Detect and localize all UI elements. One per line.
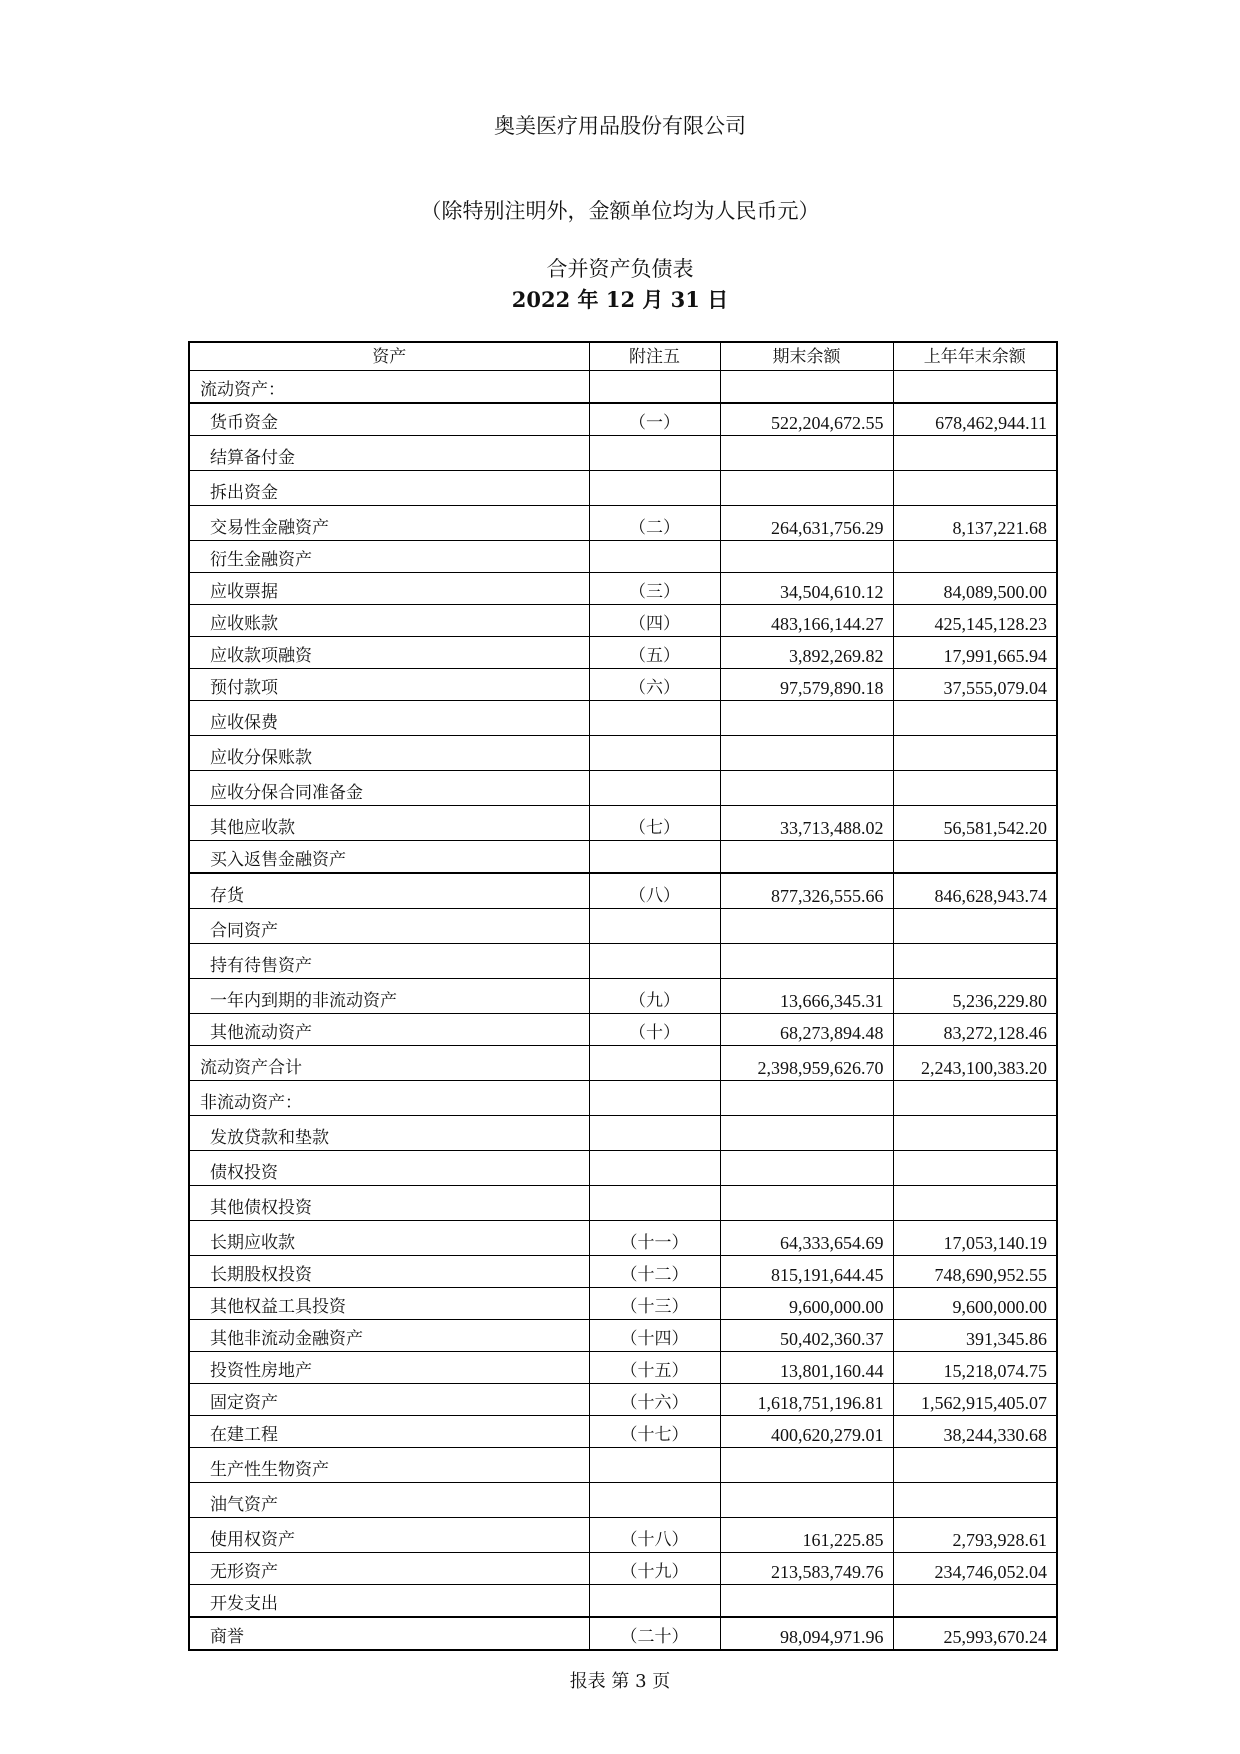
row-end-balance: 877,326,555.66 (720, 873, 893, 909)
row-label: 商誉 (189, 1617, 589, 1650)
unit-note: （除特别注明外，金额单位均为人民币元） (420, 199, 820, 223)
row-note: （十一） (589, 1221, 720, 1256)
row-note: （十二） (589, 1256, 720, 1288)
row-note: （十九） (589, 1553, 720, 1585)
row-end-balance: 64,333,654.69 (720, 1221, 893, 1256)
row-label: 应收保费 (189, 701, 589, 736)
row-end-balance: 522,204,672.55 (720, 403, 893, 436)
row-label: 应收款项融资 (189, 637, 589, 669)
row-end-balance (720, 909, 893, 944)
row-end-balance: 483,166,144.27 (720, 605, 893, 637)
row-label: 长期应收款 (189, 1221, 589, 1256)
table-row (189, 1151, 1057, 1186)
row-end-balance (720, 1448, 893, 1483)
row-note (589, 1081, 720, 1116)
row-note (589, 471, 720, 506)
table-row (189, 403, 1057, 436)
row-begin-balance: 846,628,943.74 (893, 873, 1057, 909)
row-end-balance: 98,094,971.96 (720, 1617, 893, 1650)
row-label: 结算备付金 (189, 436, 589, 471)
row-begin-balance (893, 1483, 1057, 1518)
row-end-balance (720, 736, 893, 771)
table-row (189, 1448, 1057, 1483)
row-label: 其他非流动金融资产 (189, 1320, 589, 1352)
row-note (589, 771, 720, 806)
row-begin-balance (893, 944, 1057, 979)
row-note: （十四） (589, 1320, 720, 1352)
row-note (589, 1483, 720, 1518)
row-label: 交易性金融资产 (189, 506, 589, 541)
row-end-balance: 213,583,749.76 (720, 1553, 893, 1585)
row-begin-balance (893, 771, 1057, 806)
row-begin-balance: 15,218,074.75 (893, 1352, 1057, 1384)
table-row (189, 841, 1057, 874)
row-begin-balance (893, 436, 1057, 471)
row-label: 无形资产 (189, 1553, 589, 1585)
header-begin-balance: 上年年末余额 (893, 342, 1057, 371)
row-label: 其他权益工具投资 (189, 1288, 589, 1320)
row-begin-balance (893, 1585, 1057, 1618)
row-end-balance (720, 1116, 893, 1151)
table-row (189, 1553, 1057, 1585)
table-row (189, 436, 1057, 471)
table-row (189, 1288, 1057, 1320)
report-date: 2022 年 12 月 31 日 (511, 287, 729, 312)
row-label: 存货 (189, 873, 589, 909)
row-end-balance: 400,620,279.01 (720, 1416, 893, 1448)
report-title: 合并资产负债表 (546, 257, 694, 281)
row-label: 持有待售资产 (189, 944, 589, 979)
row-end-balance (720, 944, 893, 979)
table-row (189, 1384, 1057, 1416)
table-header-row (189, 342, 1057, 371)
table-row (189, 541, 1057, 573)
header-end-balance: 期末余额 (720, 342, 893, 371)
table-row (189, 1256, 1057, 1288)
row-note: （十八） (589, 1518, 720, 1553)
row-end-balance (720, 701, 893, 736)
row-begin-balance: 2,243,100,383.20 (893, 1046, 1057, 1081)
row-note: （二） (589, 506, 720, 541)
row-note: （五） (589, 637, 720, 669)
table-row (189, 944, 1057, 979)
row-label: 其他应收款 (189, 806, 589, 841)
row-note (589, 1585, 720, 1618)
row-note: （七） (589, 806, 720, 841)
table-row (189, 909, 1057, 944)
table-row (189, 771, 1057, 806)
table-row (189, 1518, 1057, 1553)
row-label: 流动资产： (189, 371, 589, 404)
row-begin-balance (893, 371, 1057, 404)
row-label: 开发支出 (189, 1585, 589, 1618)
row-begin-balance (893, 1151, 1057, 1186)
row-note (589, 944, 720, 979)
page-footer: 报表 第 3 页 (569, 1671, 671, 1692)
table-row (189, 1014, 1057, 1046)
row-label: 债权投资 (189, 1151, 589, 1186)
row-note: （十五） (589, 1352, 720, 1384)
row-note (589, 371, 720, 404)
row-end-balance (720, 1585, 893, 1618)
row-begin-balance (893, 1116, 1057, 1151)
row-begin-balance (893, 1448, 1057, 1483)
table-row (189, 701, 1057, 736)
row-begin-balance: 17,053,140.19 (893, 1221, 1057, 1256)
row-label: 生产性生物资产 (189, 1448, 589, 1483)
row-begin-balance: 391,345.86 (893, 1320, 1057, 1352)
row-note (589, 909, 720, 944)
row-label: 长期股权投资 (189, 1256, 589, 1288)
row-begin-balance (893, 471, 1057, 506)
row-note: （九） (589, 979, 720, 1014)
row-label: 买入返售金融资产 (189, 841, 589, 874)
row-end-balance (720, 1081, 893, 1116)
row-end-balance (720, 841, 893, 874)
row-begin-balance: 234,746,052.04 (893, 1553, 1057, 1585)
row-end-balance: 1,618,751,196.81 (720, 1384, 893, 1416)
table-row (189, 1221, 1057, 1256)
row-label: 其他债权投资 (189, 1186, 589, 1221)
row-label: 非流动资产： (189, 1081, 589, 1116)
row-end-balance: 3,892,269.82 (720, 637, 893, 669)
table-row (189, 1081, 1057, 1116)
row-begin-balance (893, 841, 1057, 874)
table-row (189, 1416, 1057, 1448)
row-note (589, 1116, 720, 1151)
row-note: （四） (589, 605, 720, 637)
table-row (189, 873, 1057, 909)
row-begin-balance (893, 1081, 1057, 1116)
row-begin-balance: 37,555,079.04 (893, 669, 1057, 701)
row-note: （三） (589, 573, 720, 605)
table-row (189, 1320, 1057, 1352)
row-begin-balance (893, 701, 1057, 736)
row-begin-balance (893, 541, 1057, 573)
row-note (589, 1151, 720, 1186)
row-label: 使用权资产 (189, 1518, 589, 1553)
row-note (589, 1046, 720, 1081)
row-end-balance (720, 1186, 893, 1221)
row-label: 投资性房地产 (189, 1352, 589, 1384)
row-end-balance: 33,713,488.02 (720, 806, 893, 841)
row-end-balance: 13,666,345.31 (720, 979, 893, 1014)
row-label: 货币资金 (189, 403, 589, 436)
row-note: （六） (589, 669, 720, 701)
row-end-balance: 161,225.85 (720, 1518, 893, 1553)
row-note: （十三） (589, 1288, 720, 1320)
table-row (189, 605, 1057, 637)
row-note (589, 841, 720, 874)
row-note: （十七） (589, 1416, 720, 1448)
row-end-balance: 97,579,890.18 (720, 669, 893, 701)
row-begin-balance: 748,690,952.55 (893, 1256, 1057, 1288)
table-row (189, 1116, 1057, 1151)
row-end-balance: 264,631,756.29 (720, 506, 893, 541)
row-label: 衍生金融资产 (189, 541, 589, 573)
row-begin-balance: 84,089,500.00 (893, 573, 1057, 605)
row-note: （十六） (589, 1384, 720, 1416)
row-begin-balance (893, 909, 1057, 944)
row-end-balance: 34,504,610.12 (720, 573, 893, 605)
row-note: （一） (589, 403, 720, 436)
row-label: 拆出资金 (189, 471, 589, 506)
balance-sheet-table (188, 341, 1058, 1651)
row-begin-balance: 5,236,229.80 (893, 979, 1057, 1014)
row-label: 油气资产 (189, 1483, 589, 1518)
table-row (189, 736, 1057, 771)
header-item: 资产 (189, 342, 589, 371)
row-label: 应收票据 (189, 573, 589, 605)
table-row (189, 806, 1057, 841)
row-note: （十） (589, 1014, 720, 1046)
row-begin-balance: 9,600,000.00 (893, 1288, 1057, 1320)
row-label: 一年内到期的非流动资产 (189, 979, 589, 1014)
table-row (189, 1046, 1057, 1081)
row-begin-balance: 38,244,330.68 (893, 1416, 1057, 1448)
row-label: 在建工程 (189, 1416, 589, 1448)
row-end-balance: 815,191,644.45 (720, 1256, 893, 1288)
row-begin-balance: 56,581,542.20 (893, 806, 1057, 841)
row-end-balance: 68,273,894.48 (720, 1014, 893, 1046)
row-note (589, 701, 720, 736)
row-label: 其他流动资产 (189, 1014, 589, 1046)
table-row (189, 1585, 1057, 1618)
row-begin-balance: 83,272,128.46 (893, 1014, 1057, 1046)
row-label: 合同资产 (189, 909, 589, 944)
row-label: 发放贷款和垫款 (189, 1116, 589, 1151)
table-row (189, 506, 1057, 541)
table-row (189, 471, 1057, 506)
row-end-balance: 50,402,360.37 (720, 1320, 893, 1352)
row-begin-balance (893, 1186, 1057, 1221)
row-end-balance (720, 371, 893, 404)
row-end-balance: 13,801,160.44 (720, 1352, 893, 1384)
row-label: 流动资产合计 (189, 1046, 589, 1081)
row-end-balance (720, 771, 893, 806)
row-begin-balance: 1,562,915,405.07 (893, 1384, 1057, 1416)
row-label: 固定资产 (189, 1384, 589, 1416)
table-row (189, 1352, 1057, 1384)
row-note: （八） (589, 873, 720, 909)
table-row (189, 979, 1057, 1014)
row-begin-balance: 17,991,665.94 (893, 637, 1057, 669)
row-begin-balance: 425,145,128.23 (893, 605, 1057, 637)
table-row (189, 1617, 1057, 1650)
row-label: 预付款项 (189, 669, 589, 701)
table-row (189, 371, 1057, 404)
row-begin-balance: 2,793,928.61 (893, 1518, 1057, 1553)
company-name: 奥美医疗用品股份有限公司 (494, 114, 746, 138)
row-note (589, 1186, 720, 1221)
table-body (189, 371, 1057, 1651)
row-end-balance (720, 436, 893, 471)
row-note (589, 541, 720, 573)
header-note: 附注五 (589, 342, 720, 371)
row-note (589, 736, 720, 771)
row-begin-balance (893, 736, 1057, 771)
row-label: 应收账款 (189, 605, 589, 637)
row-begin-balance: 25,993,670.24 (893, 1617, 1057, 1650)
row-note (589, 1448, 720, 1483)
table-row (189, 573, 1057, 605)
row-label: 应收分保合同准备金 (189, 771, 589, 806)
table-row (189, 1186, 1057, 1221)
row-begin-balance: 8,137,221.68 (893, 506, 1057, 541)
table-row (189, 637, 1057, 669)
row-end-balance (720, 1483, 893, 1518)
row-end-balance: 9,600,000.00 (720, 1288, 893, 1320)
row-end-balance (720, 1151, 893, 1186)
row-label: 应收分保账款 (189, 736, 589, 771)
row-begin-balance: 678,462,944.11 (893, 403, 1057, 436)
row-note: （二十） (589, 1617, 720, 1650)
row-end-balance (720, 541, 893, 573)
table-row (189, 669, 1057, 701)
table-row (189, 1483, 1057, 1518)
row-end-balance: 2,398,959,626.70 (720, 1046, 893, 1081)
row-note (589, 436, 720, 471)
row-end-balance (720, 471, 893, 506)
